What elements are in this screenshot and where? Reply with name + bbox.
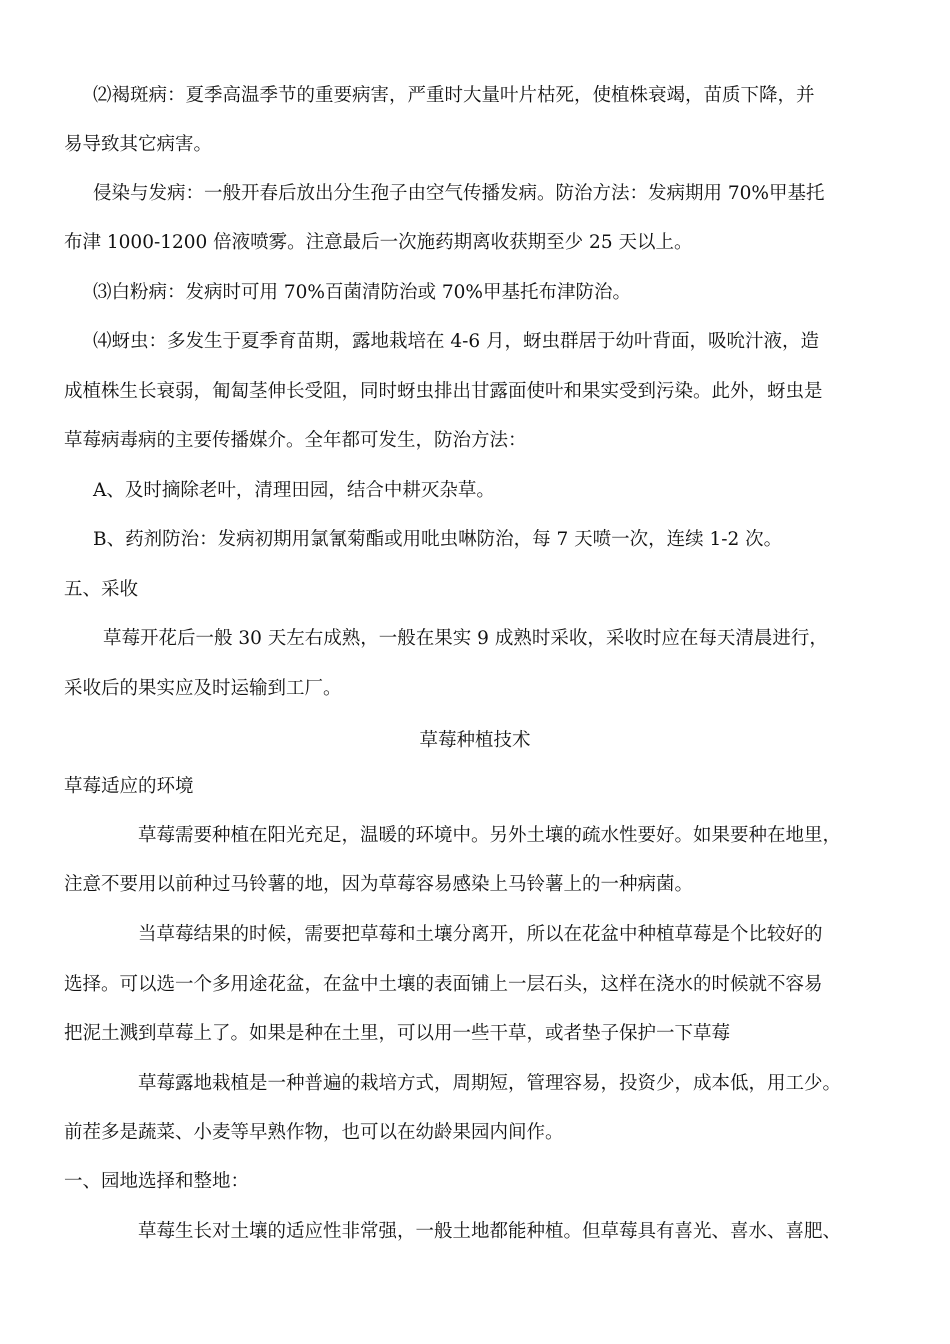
section-heading: 五、采收 [64, 579, 139, 600]
paragraph-line: 易导致其它病害。 [64, 134, 213, 155]
paragraph-line: 草莓生长对土壤的适应性非常强，一般土地都能种植。但草莓具有喜光、喜水、喜肥、 [138, 1221, 842, 1242]
paragraph-line: 把泥土溅到草莓上了。如果是种在土里，可以用一些干草，或者垫子保护一下草莓 [64, 1023, 731, 1044]
paragraph-line: 前茬多是蔬菜、小麦等早熟作物，也可以在幼龄果园内间作。 [64, 1122, 564, 1143]
paragraph-line: 草莓病毒病的主要传播媒介。全年都可发生，防治方法： [64, 430, 527, 451]
section-heading: 草莓适应的环境 [64, 776, 194, 797]
paragraph-line: 成植株生长衰弱，匍匐茎伸长受阻，同时蚜虫排出甘露面使叶和果实受到污染。此外，蚜虫是 [64, 381, 823, 402]
paragraph-line: 草莓露地栽植是一种普遍的栽培方式，周期短，管理容易，投资少，成本低，用工少。 [138, 1073, 842, 1094]
paragraph-line: 布津 1000-1200 倍液喷雾。注意最后一次施药期离收获期至少 25 天以上。 [64, 232, 693, 253]
paragraph-line: ⑵褐斑病：夏季高温季节的重要病害，严重时大量叶片枯死，使植株衰竭，苗质下降，并 [93, 85, 815, 106]
section-heading: 一、园地选择和整地： [64, 1171, 250, 1192]
paragraph-line: 草莓需要种植在阳光充足，温暖的环境中。另外土壤的疏水性要好。如果要种在地里， [138, 825, 842, 846]
paragraph-line: 草莓开花后一般 30 天左右成熟，一般在果实 9 成熟时采收，采收时应在每天清晨进行， [103, 628, 828, 649]
paragraph-line: A、及时摘除老叶，清理田园，结合中耕灭杂草。 [93, 480, 495, 501]
paragraph-line: 侵染与发病：一般开春后放出分生孢子由空气传播发病。防治方法：发病期用 70%甲基托 [93, 183, 825, 204]
paragraph-line: 采收后的果实应及时运输到工厂。 [64, 678, 342, 699]
paragraph-line: 选择。可以选一个多用途花盆，在盆中土壤的表面铺上一层石头，这样在浇水的时候就不容易 [64, 974, 823, 995]
document-title: 草莓种植技术 [419, 730, 531, 751]
paragraph-line: 注意不要用以前种过马铃薯的地，因为草莓容易感染上马铃薯上的一种病菌。 [64, 874, 694, 895]
paragraph-line: ⑷蚜虫：多发生于夏季育苗期，露地栽培在 4-6 月，蚜虫群居于幼叶背面，吸吮汁液，造 [93, 331, 820, 352]
paragraph-line: 当草莓结果的时候，需要把草莓和土壤分离开，所以在花盆中种植草莓是个比较好的 [138, 924, 823, 945]
paragraph-line: ⑶白粉病：发病时可用 70%百菌清防治或 70%甲基托布津防治。 [93, 282, 632, 303]
paragraph-line: B、药剂防治：发病初期用氯氰菊酯或用吡虫啉防治，每 7 天喷一次，连续 1-2 次。 [93, 529, 783, 550]
